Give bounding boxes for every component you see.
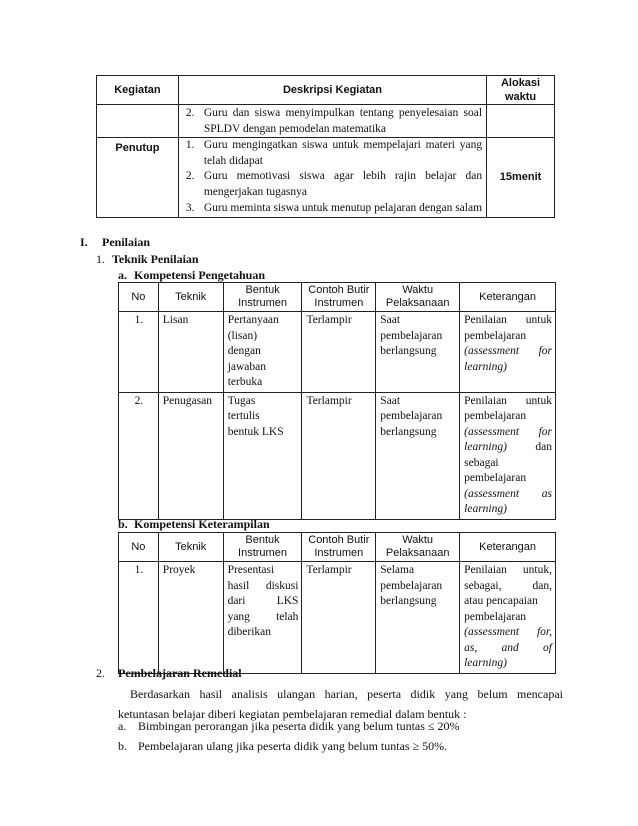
- col-bentuk: Bentuk Instrumen: [223, 533, 302, 562]
- cell-contoh: Terlampir: [302, 312, 376, 393]
- header-kegiatan: Kegiatan: [97, 76, 179, 105]
- col-keterangan: Keterangan: [460, 533, 556, 562]
- cell-keterangan: Penilaian untuk pembelajaran (assessment for learning): [460, 312, 556, 393]
- col-contoh: Contoh Butir Instrumen: [302, 533, 376, 562]
- remedial-paragraph: Berdasarkan hasil analisis ulangan harian, peserta didik yang belum mencapai ketuntasan belajar diberi kegiatan pembelajaran remedial dalam bentuk :: [118, 687, 563, 721]
- cell-bentuk: Presentasi hasil diskusi dari LKS yang telah diberikan: [223, 562, 302, 674]
- heading-kompetensi-pengetahuan: a. Kompetensi Pengetahuan: [118, 268, 266, 282]
- list-item: a. Bimbingan perorangan jika peserta didik yang belum tuntas ≤ 20%: [118, 719, 460, 733]
- cell-waktu: Saat pembelajaran berlangsung: [376, 312, 460, 393]
- col-waktu: Waktu Pelaksanaan: [376, 533, 460, 562]
- cell-teknik: Penugasan: [158, 392, 223, 519]
- col-no: No: [119, 533, 159, 562]
- table-kompetensi-keterampilan: [118, 532, 556, 674]
- heading-teknik-penilaian: 1. Teknik Penilaian: [96, 252, 199, 266]
- list-item: 3. Guru meminta siswa untuk menutup pelajaran dengan salam: [185, 201, 483, 214]
- header-deskripsi: Deskripsi Kegiatan: [178, 76, 486, 105]
- cell-bentuk: Tugas tertulis bentuk LKS: [223, 392, 302, 519]
- cell-keterangan: Penilaian untuk pembelajaran (assessment for learning) dan sebagai pembelajaran (assessment as learning): [460, 392, 556, 519]
- cell-no: 1.: [119, 562, 159, 674]
- section-heading-penilaian: I. Penilaian: [80, 235, 151, 249]
- header-alokasi-waktu: Alokasi waktu: [487, 76, 555, 105]
- table-kompetensi-pengetahuan: [118, 282, 556, 520]
- col-waktu: Waktu Pelaksanaan: [376, 283, 460, 312]
- table-row: [119, 312, 556, 393]
- col-teknik: Teknik: [158, 283, 223, 312]
- table-row: [119, 392, 556, 519]
- table-header: [119, 283, 556, 312]
- heading-pembelajaran-remedial: 2. Pembelajaran Remedial: [96, 666, 242, 680]
- cell-bentuk: Pertanyaan (lisan) dengan jawaban terbuka: [223, 312, 302, 393]
- table-row: [119, 562, 556, 674]
- penutup-time: 15menit: [487, 138, 555, 218]
- list-item: 2. Guru memotivasi siswa agar lebih rajin belajar dan mengerjakan tugasnya: [185, 170, 483, 198]
- cell-contoh: Terlampir: [302, 392, 376, 519]
- col-contoh: Contoh Butir Instrumen: [302, 283, 376, 312]
- list-item: 1. Guru mengingatkan siswa untuk mempelajari materi yang telah didapat: [185, 139, 483, 167]
- table-row-penutup: [97, 138, 555, 218]
- cell-waktu: Saat pembelajaran berlangsung: [376, 392, 460, 519]
- cell-waktu: Selama pembelajaran berlangsung: [376, 562, 460, 674]
- cell-teknik: Lisan: [158, 312, 223, 393]
- kegiatan-table: [96, 75, 555, 218]
- col-teknik: Teknik: [158, 533, 223, 562]
- cell-keterangan: Penilaian untuk, sebagai, dan, atau pencapaian pembelajaran (assessment for, as, and of learning): [460, 562, 556, 674]
- col-no: No: [119, 283, 159, 312]
- remedial-list: [118, 716, 563, 756]
- cell-contoh: Terlampir: [302, 562, 376, 674]
- table-header: [119, 533, 556, 562]
- cell-teknik: Proyek: [158, 562, 223, 674]
- col-bentuk: Bentuk Instrumen: [223, 283, 302, 312]
- list-item: b. Pembelajaran ulang jika peserta didik yang belum tuntas ≥ 50%.: [118, 739, 448, 753]
- penutup-label: Penutup: [97, 138, 179, 218]
- cell-no: 1.: [119, 312, 159, 393]
- heading-kompetensi-keterampilan: b. Kompetensi Keterampilan: [118, 517, 270, 531]
- kegiatan-table-header: [97, 76, 555, 105]
- table-row: [97, 105, 555, 138]
- col-keterangan: Keterangan: [460, 283, 556, 312]
- list-item: 2. Guru dan siswa menyimpulkan tentang penyelesaian soal SPLDV dengan pemodelan matematika: [185, 107, 483, 135]
- cell-no: 2.: [119, 392, 159, 519]
